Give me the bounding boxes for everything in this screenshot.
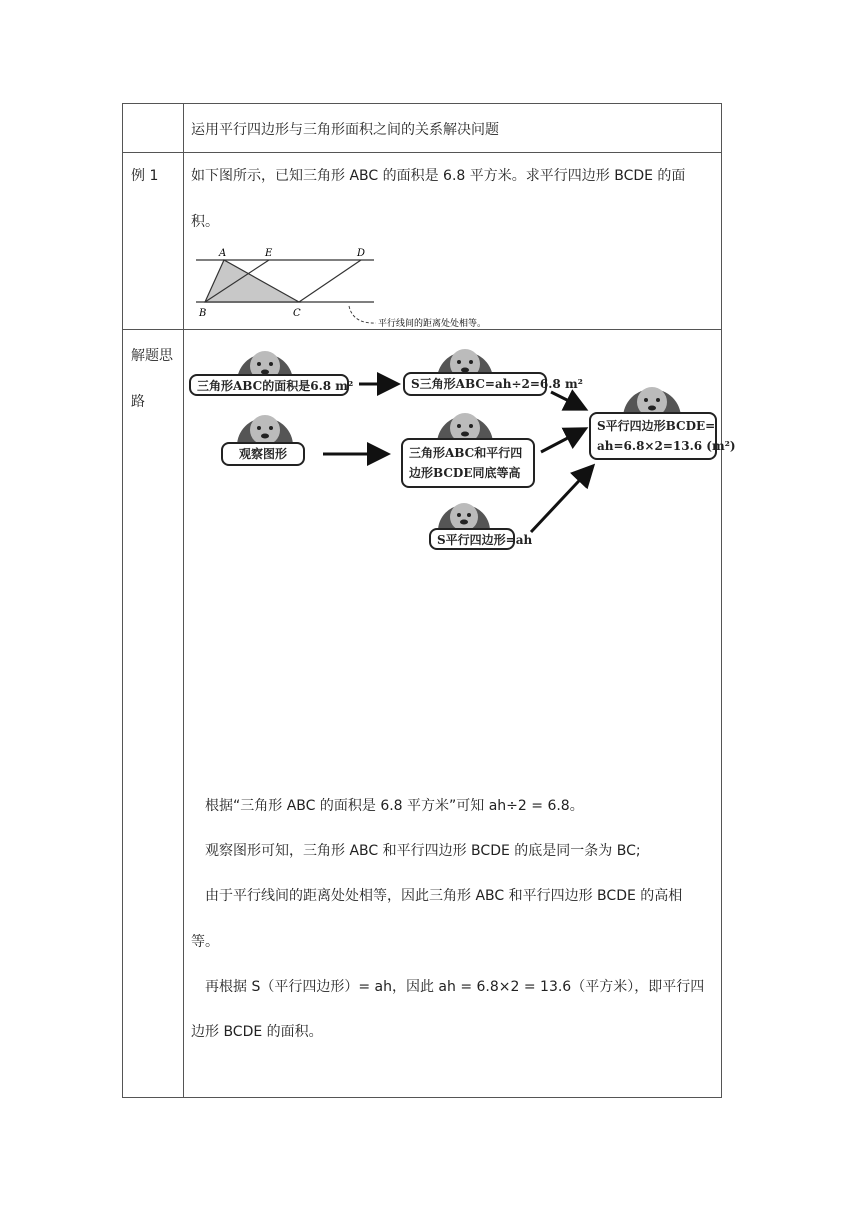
box-result-line1: S平行四边形BCDE= (597, 419, 716, 433)
label-e: E (265, 248, 273, 259)
explanation-para-3: 由于平行线间的距离处处相等，因此三角形 ABC 和平行四边形 BCDE 的高相 (205, 888, 683, 904)
solution-label-line1: 解题思 (131, 348, 173, 364)
explanation-para-3-cont: 等。 (191, 934, 219, 950)
example-text-line2: 积。 (191, 214, 219, 230)
box-triangle-formula: S三角形ABC=ah÷2=6.8 m² (403, 372, 547, 396)
label-c: C (293, 308, 301, 319)
worksheet-table (122, 103, 736, 1098)
box-triangle-area: 三角形ABC的面积是6.8 m² (189, 374, 349, 396)
box-observe-figure: 观察图形 (221, 442, 305, 466)
box-same-base-height-line2: 边形BCDE同底等高 (409, 466, 521, 480)
explanation-para-1: 根据“三角形 ABC 的面积是 6.8 平方米”可知 ah÷2 = 6.8。 (205, 798, 584, 814)
explanation-para-2: 观察图形可知，三角形 ABC 和平行四边形 BCDE 的底是同一条为 BC; (205, 843, 641, 859)
parallel-note: 平行线间的距离处处相等。 (378, 319, 487, 329)
explanation-para-4-cont: 边形 BCDE 的面积。 (191, 1024, 323, 1040)
topic-title: 运用平行四边形与三角形面积之间的关系解决问题 (191, 122, 499, 138)
explanation-para-4: 再根据 S（平行四边形）= ah，因此 ah = 6.8×2 = 13.6（平方米），即平行四 (205, 979, 705, 995)
label-a: A (219, 248, 227, 259)
solution-label-line2: 路 (131, 394, 145, 410)
box-parallelogram-formula: S平行四边形=ah (429, 528, 515, 550)
label-d: D (357, 248, 366, 259)
example-text-line1: 如下图所示，已知三角形 ABC 的面积是 6.8 平方米。求平行四边形 BCDE 的面 (191, 168, 686, 184)
box-same-base-height-line1: 三角形ABC和平行四 (409, 446, 523, 460)
example-label: 例 1 (131, 168, 159, 184)
box-result-line2: ah=6.8×2=13.6 (m²) (597, 439, 736, 453)
label-b: B (199, 308, 207, 319)
